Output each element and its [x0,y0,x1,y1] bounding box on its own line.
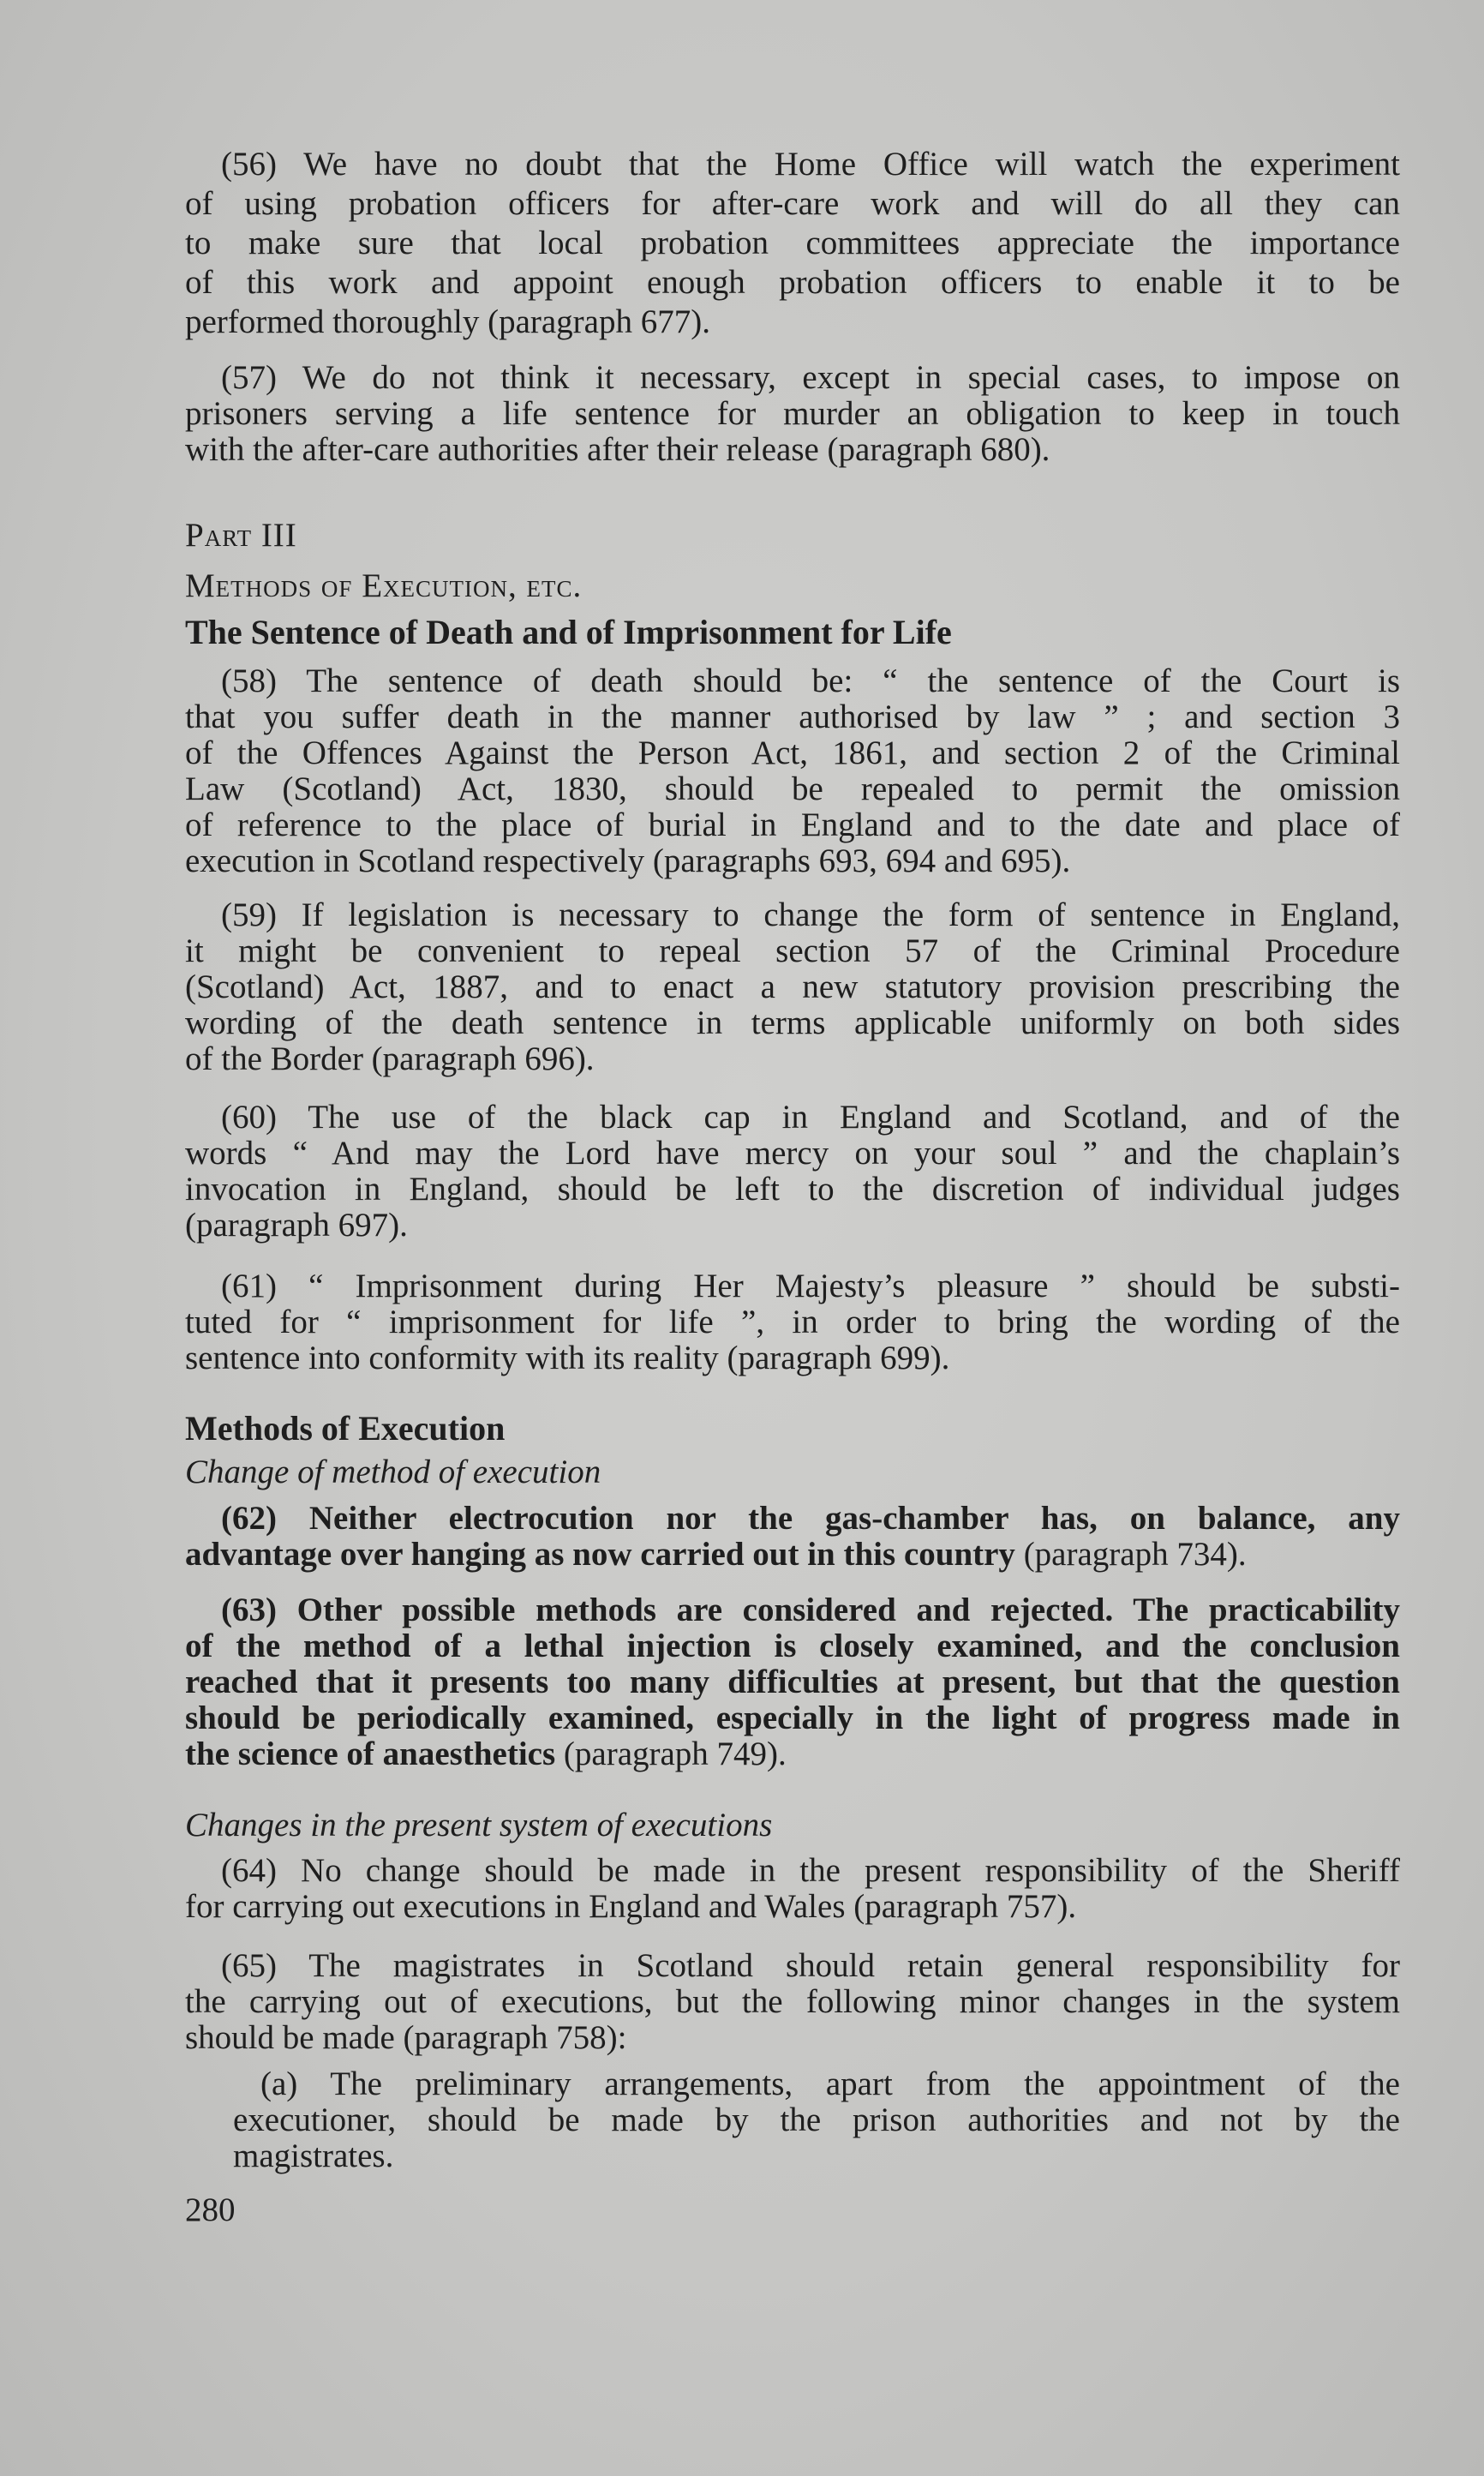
text-line: (60) The use of the black cap in England and Scotland, and of the [221,1099,1400,1136]
text-line: Changes in the present system of executions [185,1807,773,1844]
text-line: that you suffer death in the manner authorised by law ” ; and section 3 [185,698,1400,735]
text-line: (58) The sentence of death should be: “ the sentence of the Court is [221,662,1400,699]
bold-text: (63) Other possible methods are considered and rejected. The practicability [221,1592,1400,1628]
section-heading [185,615,1400,650]
text-line: (57) We do not think it necessary, except in special cases, to impose on [221,359,1400,396]
section-heading [185,1411,1400,1447]
text-line [185,1592,1400,1628]
text-line: (61) “ Imprisonment during Her Majesty’s pleasure ” should be substi- [221,1268,1400,1304]
text-line: of using probation officers for after-care work and will do all they can [185,185,1400,222]
bold-text: advantage over hanging as now carried out in this country [185,1536,1015,1573]
subsection-heading [185,1454,1400,1490]
paragraph-p65a [185,2066,1400,2174]
subsection-heading [185,1808,1400,1844]
text-line: The Sentence of Death and of Imprisonment for Life [185,613,952,651]
text-line: (64) No change should be made in the present responsibility of the Sheriff [221,1852,1400,1889]
paragraph-p56 [185,147,1400,344]
text-line: (paragraph 697). [185,1207,408,1244]
text-line: should be made (paragraph 758): [185,2019,627,2056]
text-line [185,1501,1400,1537]
paragraph-p62 [185,1501,1400,1573]
text-line: invocation in England, should be left to the discretion of individual judges [185,1171,1400,1208]
paragraph-p61 [185,1268,1400,1376]
text-line: (a) The preliminary arrangements, apart from the appointment of the [260,2065,1400,2102]
text-line: magistrates. [233,2137,394,2174]
bold-text: (62) Neither electrocution nor the gas-chamber has, on balance, any [221,1500,1400,1537]
paragraph-p59 [185,897,1400,1077]
text-line: prisoners serving a life sentence for murder an obligation to keep in touch [185,395,1400,432]
text-line [185,1537,1400,1573]
text-line: for carrying out executions in England and Wales (paragraph 757). [185,1888,1077,1925]
paragraph-p65 [185,1948,1400,2056]
text-line [185,1700,1400,1736]
text-line: executioner, should be made by the prison authorities and not by the [233,2101,1400,2138]
text-line: to make sure that local probation committees appreciate the importance [185,225,1400,261]
paragraph-p63 [185,1592,1400,1772]
page-number [185,2192,1400,2228]
text-line: (56) We have no doubt that the Home Office will watch the experiment [221,146,1400,183]
text-line: 280 [185,2191,236,2228]
text-line: wording of the death sentence in terms applicable uniformly on both sides [185,1004,1400,1041]
bold-text: should be periodically examined, especially in the light of progress made in [185,1700,1400,1736]
part-heading [185,518,1400,554]
bold-text: of the method of a lethal injection is closely examined, and the conclusion [185,1628,1400,1664]
text-line: it might be convenient to repeal section 57 of the Criminal Procedure [185,932,1400,969]
text-line: (59) If legislation is necessary to change the form of sentence in England, [221,896,1400,933]
text-line: (65) The magistrates in Scotland should retain general responsibility for [221,1947,1400,1984]
text-line: with the after-care authorities after their release (paragraph 680). [185,431,1050,468]
text-line: performed thoroughly (paragraph 677). [185,303,710,340]
text-line: of reference to the place of burial in England and to the date and place of [185,806,1400,843]
text-line: Law (Scotland) Act, 1830, should be repealed to permit the omission [185,770,1400,807]
paragraph-p64 [185,1853,1400,1925]
text-line: tuted for “ imprisonment for life ”, in order to bring the wording of the [185,1304,1400,1340]
text-line: of the Border (paragraph 696). [185,1040,595,1077]
paragraph-p58 [185,663,1400,879]
paragraph-p57 [185,360,1400,468]
text-line: Part III [185,517,297,554]
text-line: (Scotland) Act, 1887, and to enact a new statutory provision prescribing the [185,968,1400,1005]
text-line: execution in Scotland respectively (paragraphs 693, 694 and 695). [185,842,1071,879]
text-line: the carrying out of executions, but the following minor changes in the system [185,1983,1400,2020]
text-line: words “ And may the Lord have mercy on your soul ” and the chaplain’s [185,1135,1400,1172]
text-line [185,1736,1400,1772]
plain-text: (paragraph 749). [555,1736,787,1772]
plain-text: (paragraph 734). [1014,1536,1247,1573]
text-line: Change of method of execution [185,1454,601,1490]
bold-text: the science of anaesthetics [185,1736,556,1772]
text-line: of the Offences Against the Person Act, 1861, and section 2 of the Criminal [185,734,1400,771]
text-line: sentence into conformity with its reality (paragraph 699). [185,1340,950,1376]
part-heading [185,568,1400,604]
text-line [185,1628,1400,1664]
text-line: Methods of Execution, etc. [185,567,583,604]
text-line [185,1664,1400,1700]
paragraph-p60 [185,1100,1400,1244]
text-line: of this work and appoint enough probation officers to enable it to be [185,264,1400,301]
text-line: Methods of Execution [185,1409,506,1448]
bold-text: reached that it presents too many difficulties at present, but that the question [185,1664,1400,1700]
